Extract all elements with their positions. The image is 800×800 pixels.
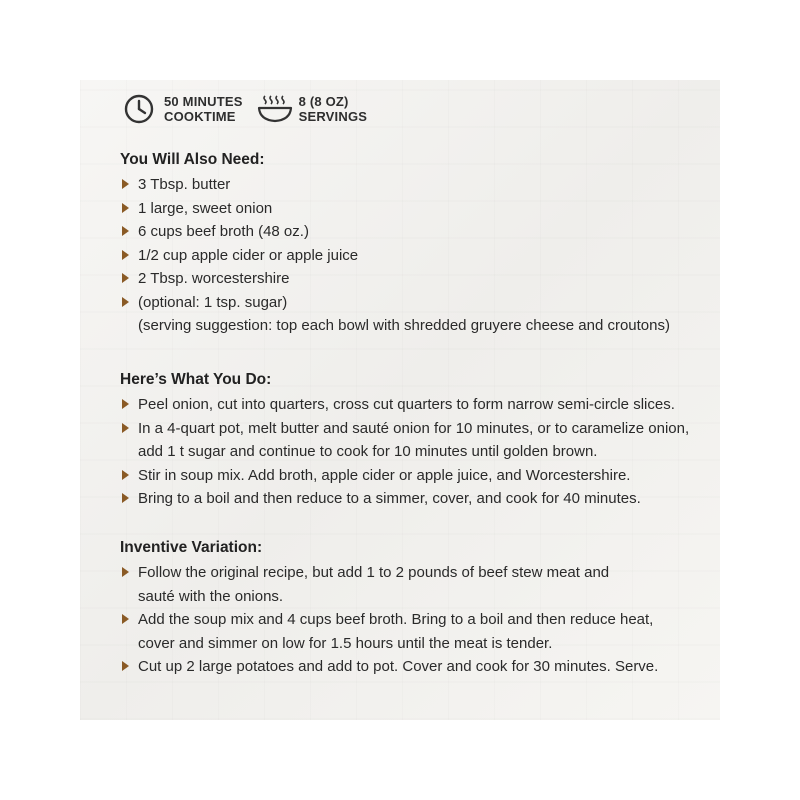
list-item-text: Peel onion, cut into quarters, cross cut quarters to form narrow semi-circle slices. xyxy=(138,396,675,413)
bullet-arrow-icon xyxy=(122,250,129,260)
bullet-arrow-icon xyxy=(122,470,129,480)
list-item xyxy=(120,487,704,511)
soup-bowl-icon xyxy=(257,93,293,125)
list-item-text: add 1 t sugar and continue to cook for 10 minutes until golden brown. xyxy=(138,443,598,460)
list-item-text: (optional: 1 tsp. sugar) xyxy=(138,293,288,311)
recipe-card xyxy=(80,80,720,720)
list-item-text: Stir in soup mix. Add broth, apple cider or apple juice, and Worcestershire. xyxy=(138,466,631,484)
cooktime-label: COOKTIME xyxy=(164,109,236,124)
list-item xyxy=(120,291,704,338)
servings-value: 8 (8 OZ) xyxy=(298,94,349,109)
instructions-list xyxy=(120,393,704,511)
list-item-text: Add the soup mix and 4 cups beef broth. Bring to a boil and then reduce heat, xyxy=(138,611,654,628)
list-item xyxy=(120,220,704,244)
bullet-arrow-icon xyxy=(122,614,129,624)
list-item-text: 2 Tbsp. worcestershire xyxy=(138,270,290,287)
bullet-arrow-icon xyxy=(122,297,129,307)
list-item xyxy=(120,267,704,291)
variation-heading: Inventive Variation: xyxy=(120,539,263,556)
list-item-text: cover and simmer on low for 1.5 hours until the meat is tender. xyxy=(138,634,553,652)
instructions-section xyxy=(120,369,704,511)
list-item xyxy=(120,197,704,221)
list-item xyxy=(120,464,704,488)
list-item xyxy=(120,561,704,608)
list-item-text: 6 cups beef broth (48 oz.) xyxy=(138,223,309,240)
list-item-text: 1/2 cup apple cider or apple juice xyxy=(138,246,359,264)
bullet-arrow-icon xyxy=(122,567,129,577)
servings-info xyxy=(257,93,368,125)
servings-label: SERVINGS xyxy=(298,109,368,124)
ingredients-heading: You Will Also Need: xyxy=(120,151,265,168)
list-item-text: In a 4-quart pot, melt butter and sauté onion for 10 minutes, or to caramelize onion, xyxy=(138,419,690,437)
cooktime-value: 50 MINUTES xyxy=(164,94,243,109)
list-item xyxy=(120,655,704,679)
list-item-text: sauté with the onions. xyxy=(138,587,284,605)
list-item xyxy=(120,173,704,197)
bullet-arrow-icon xyxy=(122,493,129,503)
instructions-heading: Here’s What You Do: xyxy=(120,371,272,388)
list-item-text: 3 Tbsp. butter xyxy=(138,176,231,193)
variation-section xyxy=(120,537,704,679)
cooktime-info xyxy=(122,93,243,125)
bullet-arrow-icon xyxy=(122,423,129,433)
bullet-arrow-icon xyxy=(122,399,129,409)
list-item-text: 1 large, sweet onion xyxy=(138,199,273,217)
list-item xyxy=(120,393,704,417)
list-item-text: Cut up 2 large potatoes and add to pot. Cover and cook for 30 minutes. Serve. xyxy=(138,658,659,675)
ingredients-list xyxy=(120,173,704,338)
clock-icon xyxy=(122,93,158,125)
list-item-text: Follow the original recipe, but add 1 to 2 pounds of beef stew meat and xyxy=(138,564,610,581)
bullet-arrow-icon xyxy=(122,273,129,283)
list-item xyxy=(120,608,704,655)
variation-list xyxy=(120,561,704,679)
list-item xyxy=(120,244,704,268)
bullet-arrow-icon xyxy=(122,661,129,671)
recipe-meta xyxy=(122,93,381,125)
bullet-arrow-icon xyxy=(122,203,129,213)
list-item-text: (serving suggestion: top each bowl with shredded gruyere cheese and croutons) xyxy=(138,317,670,334)
list-item xyxy=(120,417,704,464)
bullet-arrow-icon xyxy=(122,179,129,189)
list-item-text: Bring to a boil and then reduce to a simmer, cover, and cook for 40 minutes. xyxy=(138,490,641,507)
ingredients-section xyxy=(120,149,704,338)
bullet-arrow-icon xyxy=(122,226,129,236)
